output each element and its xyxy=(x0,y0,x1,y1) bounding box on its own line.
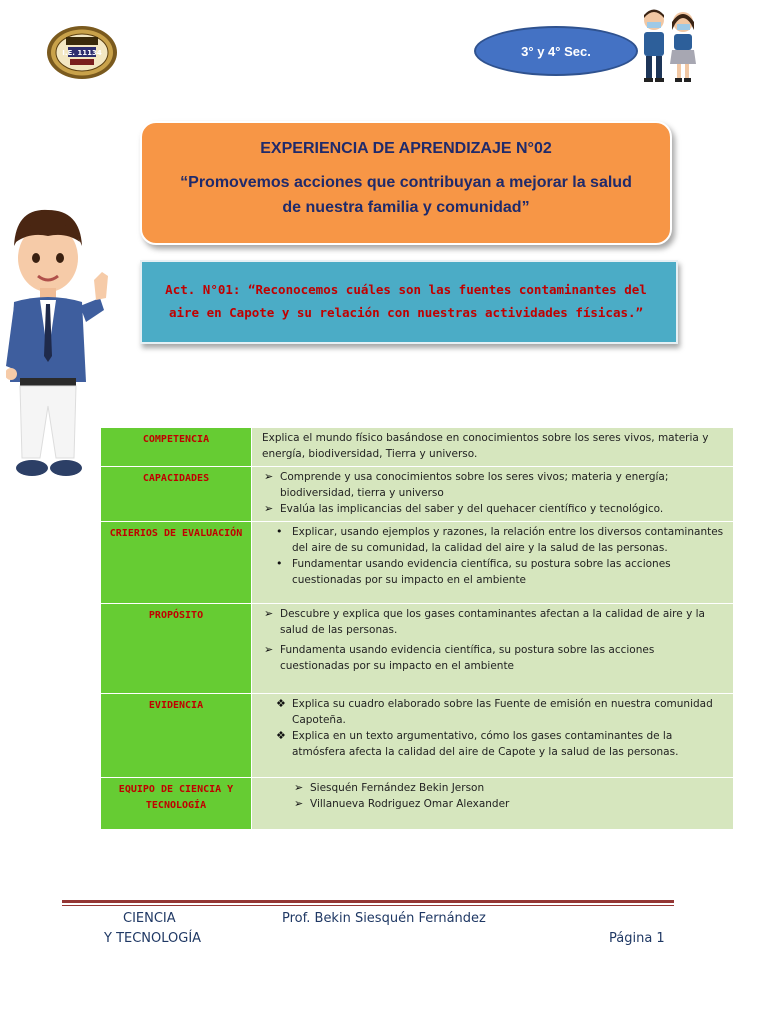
proposito-list xyxy=(262,606,725,674)
row-criterios xyxy=(101,522,733,604)
experience-title-box xyxy=(140,121,672,245)
teacher-character-illustration xyxy=(6,206,110,496)
experience-title: EXPERIENCIA DE APRENDIZAJE N°02 xyxy=(260,140,552,157)
footer-divider-thin xyxy=(62,905,674,906)
evidencia-list xyxy=(274,696,725,760)
list-item: ➢ Fundamenta usando evidencia científica, su postura sobre las acciones cuestionadas por su impacto en el ambiente xyxy=(264,643,655,672)
list-item: ➢ Villanueva Rodriguez Omar Alexander xyxy=(294,797,510,810)
row-evidencia xyxy=(101,694,733,778)
footer-teacher: Prof. Bekin Siesquén Fernández xyxy=(282,911,486,926)
diamond-bullet-icon: ❖ xyxy=(276,697,286,710)
arrow-bullet-icon: ➢ xyxy=(294,797,304,810)
competencia-text: Explica el mundo físico basándose en conocimientos sobre los seres vivos, materia y energía, biodiversidad, Tierra y universo. xyxy=(252,428,734,467)
row-label: EVIDENCIA xyxy=(101,694,252,778)
arrow-bullet-icon: ➢ xyxy=(264,470,274,483)
arrow-bullet-icon: ➢ xyxy=(264,502,274,515)
list-item: ➢ Evalúa las implicancias del saber y del quehacer científico y tecnológico. xyxy=(264,502,664,515)
row-label: CAPACIDADES xyxy=(101,467,252,522)
list-item: • Explicar, usando ejemplos y razones, la relación entre los diversos contaminantes del aire de su comunidad, la calidad del aire y la salud de las personas. xyxy=(276,525,724,554)
equipo-list xyxy=(292,780,725,812)
list-item: ➢ Siesquén Fernández Bekin Jerson xyxy=(294,781,485,794)
list-item: ❖ Explica en un texto argumentativo, cómo los gases contaminantes de la atmósfera afecta la calidad del aire de Capote y la salud de las personas. xyxy=(276,729,679,758)
list-item: • Fundamentar usando evidencia científica, su postura sobre las acciones cuestionadas por su impacto en el ambiente xyxy=(276,557,671,586)
diamond-bullet-icon: ❖ xyxy=(276,729,286,742)
list-item: ❖ Explica su cuadro elaborado sobre las Fuente de emisión en nuestra comunidad Capoteña. xyxy=(276,697,713,726)
activity-box xyxy=(140,260,678,344)
list-item: ➢ Comprende y usa conocimientos sobre los seres vivos; materia y energía; biodiversidad, tierra y universo xyxy=(264,470,669,499)
arrow-bullet-icon: ➢ xyxy=(264,643,274,656)
school-seal-logo xyxy=(46,25,118,80)
arrow-bullet-icon: ➢ xyxy=(264,607,274,620)
footer-subject-line2: Y TECNOLOGÍA xyxy=(104,931,202,946)
logo-text: I.E. 11134 xyxy=(62,49,102,57)
arrow-bullet-icon: ➢ xyxy=(294,781,304,794)
dot-bullet-icon: • xyxy=(276,525,283,538)
footer-page-number: Página 1 xyxy=(609,931,665,946)
footer-subject-line1: CIENCIA xyxy=(123,911,176,926)
dot-bullet-icon: • xyxy=(276,557,283,570)
row-label: CRIERIOS DE EVALUACIÓN xyxy=(101,522,252,604)
row-label: EQUIPO DE CIENCIA Y TECNOLOGÍA xyxy=(101,778,252,830)
students-illustration xyxy=(636,6,702,84)
capacidades-list xyxy=(262,469,725,517)
list-item: ➢ Descubre y explica que los gases contaminantes afectan a la calidad de aire y la salud de las personas. xyxy=(264,607,705,636)
grade-badge xyxy=(474,26,638,76)
row-equipo xyxy=(101,778,733,830)
row-capacidades xyxy=(101,467,733,522)
row-proposito xyxy=(101,604,733,694)
row-label: COMPETENCIA xyxy=(101,428,252,467)
row-competencia xyxy=(101,428,733,467)
activity-text: Act. N°01: “Reconocemos cuáles son las fuentes contaminantes del aire en Capote y su relación con nuestras actividades físicas.” xyxy=(165,282,647,320)
row-label: PROPÓSITO xyxy=(101,604,252,694)
competency-table xyxy=(101,428,733,830)
criterios-list xyxy=(274,524,725,588)
experience-subtitle: “Promovemos acciones que contribuyan a mejorar la salud de nuestra familia y comunidad” xyxy=(180,174,632,216)
footer-divider xyxy=(62,900,674,903)
grade-text: 3° y 4° Sec. xyxy=(521,43,591,59)
